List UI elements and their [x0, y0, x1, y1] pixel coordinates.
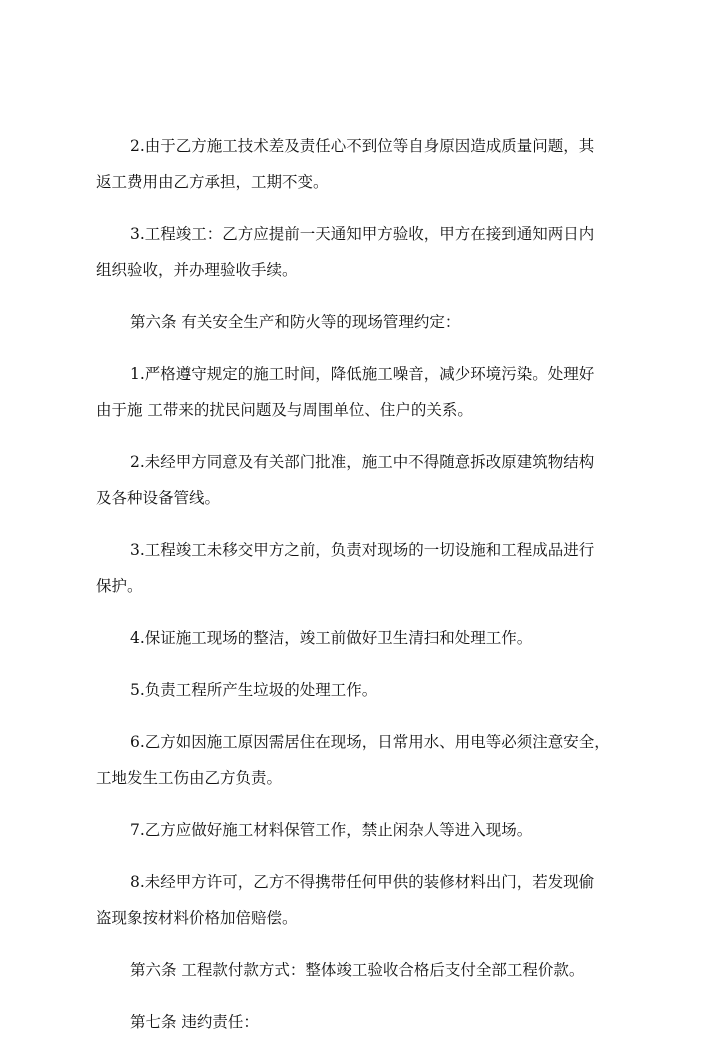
paragraph-safety-item-2	[96, 444, 636, 516]
paragraph-line: 工地发生工伤由乙方负责。	[96, 769, 283, 787]
paragraph-line: 返工费用由乙方承担，工期不变。	[96, 173, 329, 191]
paragraph-line: 保护。	[96, 577, 143, 595]
paragraph-clause-2-quality	[96, 128, 636, 200]
paragraph-line: 2.由于乙方施工技术差及责任心不到位等自身原因造成质量问题，其	[130, 137, 595, 155]
paragraph-line: 6.乙方如因施工原因需居住在现场，日常用水、用电等必须注意安全，	[130, 733, 610, 751]
paragraph-line: 及各种设备管线。	[96, 489, 221, 507]
paragraph-safety-item-8	[96, 864, 636, 936]
paragraph-line: 组织验收，并办理验收手续。	[96, 261, 298, 279]
paragraph-safety-item-6	[96, 724, 636, 796]
paragraph-safety-item-5: 5.负责工程所产生垃圾的处理工作。	[130, 681, 378, 699]
paragraph-clause-3-acceptance	[96, 216, 636, 288]
paragraph-line: 2.未经甲方同意及有关部门批准，施工中不得随意拆改原建筑物结构	[130, 453, 595, 471]
paragraph-safety-item-1	[96, 356, 636, 428]
document-body	[96, 128, 636, 1056]
article-6-payment-heading: 第六条 工程款付款方式：整体竣工验收合格后支付全部工程价款。	[130, 961, 585, 979]
paragraph-line: 由于施 工带来的扰民问题及与周围单位、住户的关系。	[96, 401, 473, 419]
paragraph-safety-item-4: 4.保证施工现场的整洁，竣工前做好卫生清扫和处理工作。	[130, 629, 533, 647]
paragraph-line: 3.工程竣工未移交甲方之前，负责对现场的一切设施和工程成品进行	[130, 541, 595, 559]
paragraph-line: 盗现象按材料价格加倍赔偿。	[96, 909, 298, 927]
paragraph-line: 3.工程竣工：乙方应提前一天通知甲方验收，甲方在接到通知两日内	[130, 225, 595, 243]
article-7-liability-heading: 第七条 违约责任：	[130, 1013, 259, 1031]
paragraph-line: 8.未经甲方许可，乙方不得携带任何甲供的装修材料出门，若发现偷	[130, 873, 595, 891]
article-6-safety-heading: 第六条 有关安全生产和防火等的现场管理约定：	[130, 313, 461, 331]
paragraph-safety-item-3	[96, 532, 636, 604]
paragraph-line: 1.严格遵守规定的施工时间，降低施工噪音，减少环境污染。处理好	[130, 365, 595, 383]
paragraph-safety-item-7: 7.乙方应做好施工材料保管工作，禁止闲杂人等进入现场。	[130, 821, 533, 839]
